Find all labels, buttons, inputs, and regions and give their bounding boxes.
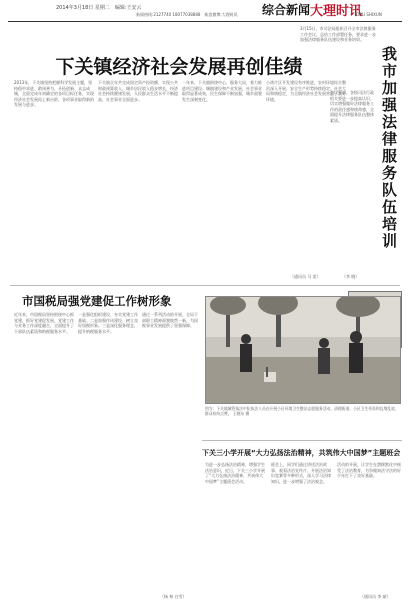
- main-headline: 下关镇经济社会发展再创佳绩: [55, 56, 303, 78]
- photo-credit: 王晓东 摄: [232, 411, 250, 416]
- main-article-column-2: 下关镇全年共完成固定资产投资额，实现公共财政预算收入，城乡居民收入稳步增长，经济社会持续健康发展，人民群众生活水平不断提高，社会事业全面进步。: [98, 80, 178, 102]
- article2-title: 市国税局强党建促工作树形象: [22, 294, 172, 308]
- article2-column-3: 通过一系列活动的开展，全局干部职工精神面貌焕然一新，为国税事业发展提供了坚强保障。: [142, 312, 198, 329]
- newspaper-brand-en: DALI SHIXUN: [356, 12, 382, 17]
- header-rule: [8, 21, 402, 22]
- section-divider: [10, 285, 400, 286]
- article3-divider: [202, 440, 402, 441]
- right-article-body: 会议要求，各级司法行政机关要进一步提高认识，切实增强做好法律服务工作的责任感和使命感，全面提升法律服务队伍整体素质。: [330, 90, 374, 123]
- main-article-column-1: 2013年，下关镇坚持把握科学发展主题，坚持稳中求进、敢闯善为、开拓创新、众志成城，全面完成年初确定的各项目标任务，实现经济社会发展再上新台阶，各项事业取得新的发展与进步。: [14, 80, 94, 108]
- right-article-lead: 3月15日，市司法局组织召开全市法律服务工作会议，总结工作部署任务，要求进一步加强法律服务队伍建设和业务培训。: [300, 26, 376, 43]
- article2-byline: （杨 林 白雪）: [160, 594, 187, 599]
- photo-caption-text: 图为：下关镇城管执法中队执法人员在开展小区环境卫生整治志愿服务活动。清理街道、小区卫生死角和乱堆乱放，群众纷纷点赞。: [205, 406, 399, 416]
- issue-date-line: 2014年3月18日 星期二 编辑:王安云: [56, 5, 142, 11]
- main-article-column-4: 小湾片区开发建设有序推进，农村环境综合整治深入开展，安全生产形势持续稳定，社会大局和谐稳定，为全镇经济社会发展营造了良好环境。: [266, 80, 346, 102]
- article3-title: 下关三小学开展“大力弘扬法治精神，共筑伟大中国梦”主题班会: [202, 449, 401, 457]
- article3-column-1: 为进一步弘扬法治精神，增强学生法治意识，近日，下关三小学开展了“大力弘扬法治精神，共筑伟大中国梦”主题班会活动。: [205, 462, 265, 484]
- main-article-byline: （通讯员 马 雷）: [290, 274, 321, 279]
- street-cleaning-photo: [205, 296, 401, 404]
- article2-column-1: 近年来，市国税局坚持围绕中心抓党建，抓好党建促发展，党建工作与业务工作深度融合，全面提升了干部队伍素质和纳税服务水平。: [14, 312, 74, 334]
- article3-byline: （通讯员 李 斌）: [360, 594, 391, 599]
- article2-column-2: 一是强化组织建设，夯实党建工作基础。二是加强作风建设，树立良好国税形象。三是深化服务理念，提升纳税服务水平。: [78, 312, 138, 334]
- right-article-byline: （李 晓）: [342, 274, 360, 279]
- article3-column-2: 班会上，同学们通过讲述法治故事、观看法治宣传片、开展法治知识竞赛等多种形式，深入学习法律知识，进一步增强了法治观念。: [271, 462, 331, 484]
- photo-caption: [205, 406, 401, 416]
- section-name: 综合新闻: [262, 3, 311, 17]
- right-article-vertical-title: 我市加强法律服务队伍培训: [380, 46, 398, 250]
- newspaper-brand: 大理时讯: [310, 4, 363, 19]
- contact-line: 新闻热线:2127740 18077038888 新浪微博:大理时讯: [136, 12, 238, 17]
- main-article-column-3: 一年来，下关镇围绕中心，服务大局，着力推进项目建设、城镇建设和产业发展，社会事业取得显著成效，民生保障不断加强，城乡面貌发生深刻变化。: [182, 80, 262, 102]
- article3-column-3: 活动的开展，让学生在潜移默化中接受了法治教育，为争做知法守法的好少年打下了良好基础。: [337, 462, 401, 479]
